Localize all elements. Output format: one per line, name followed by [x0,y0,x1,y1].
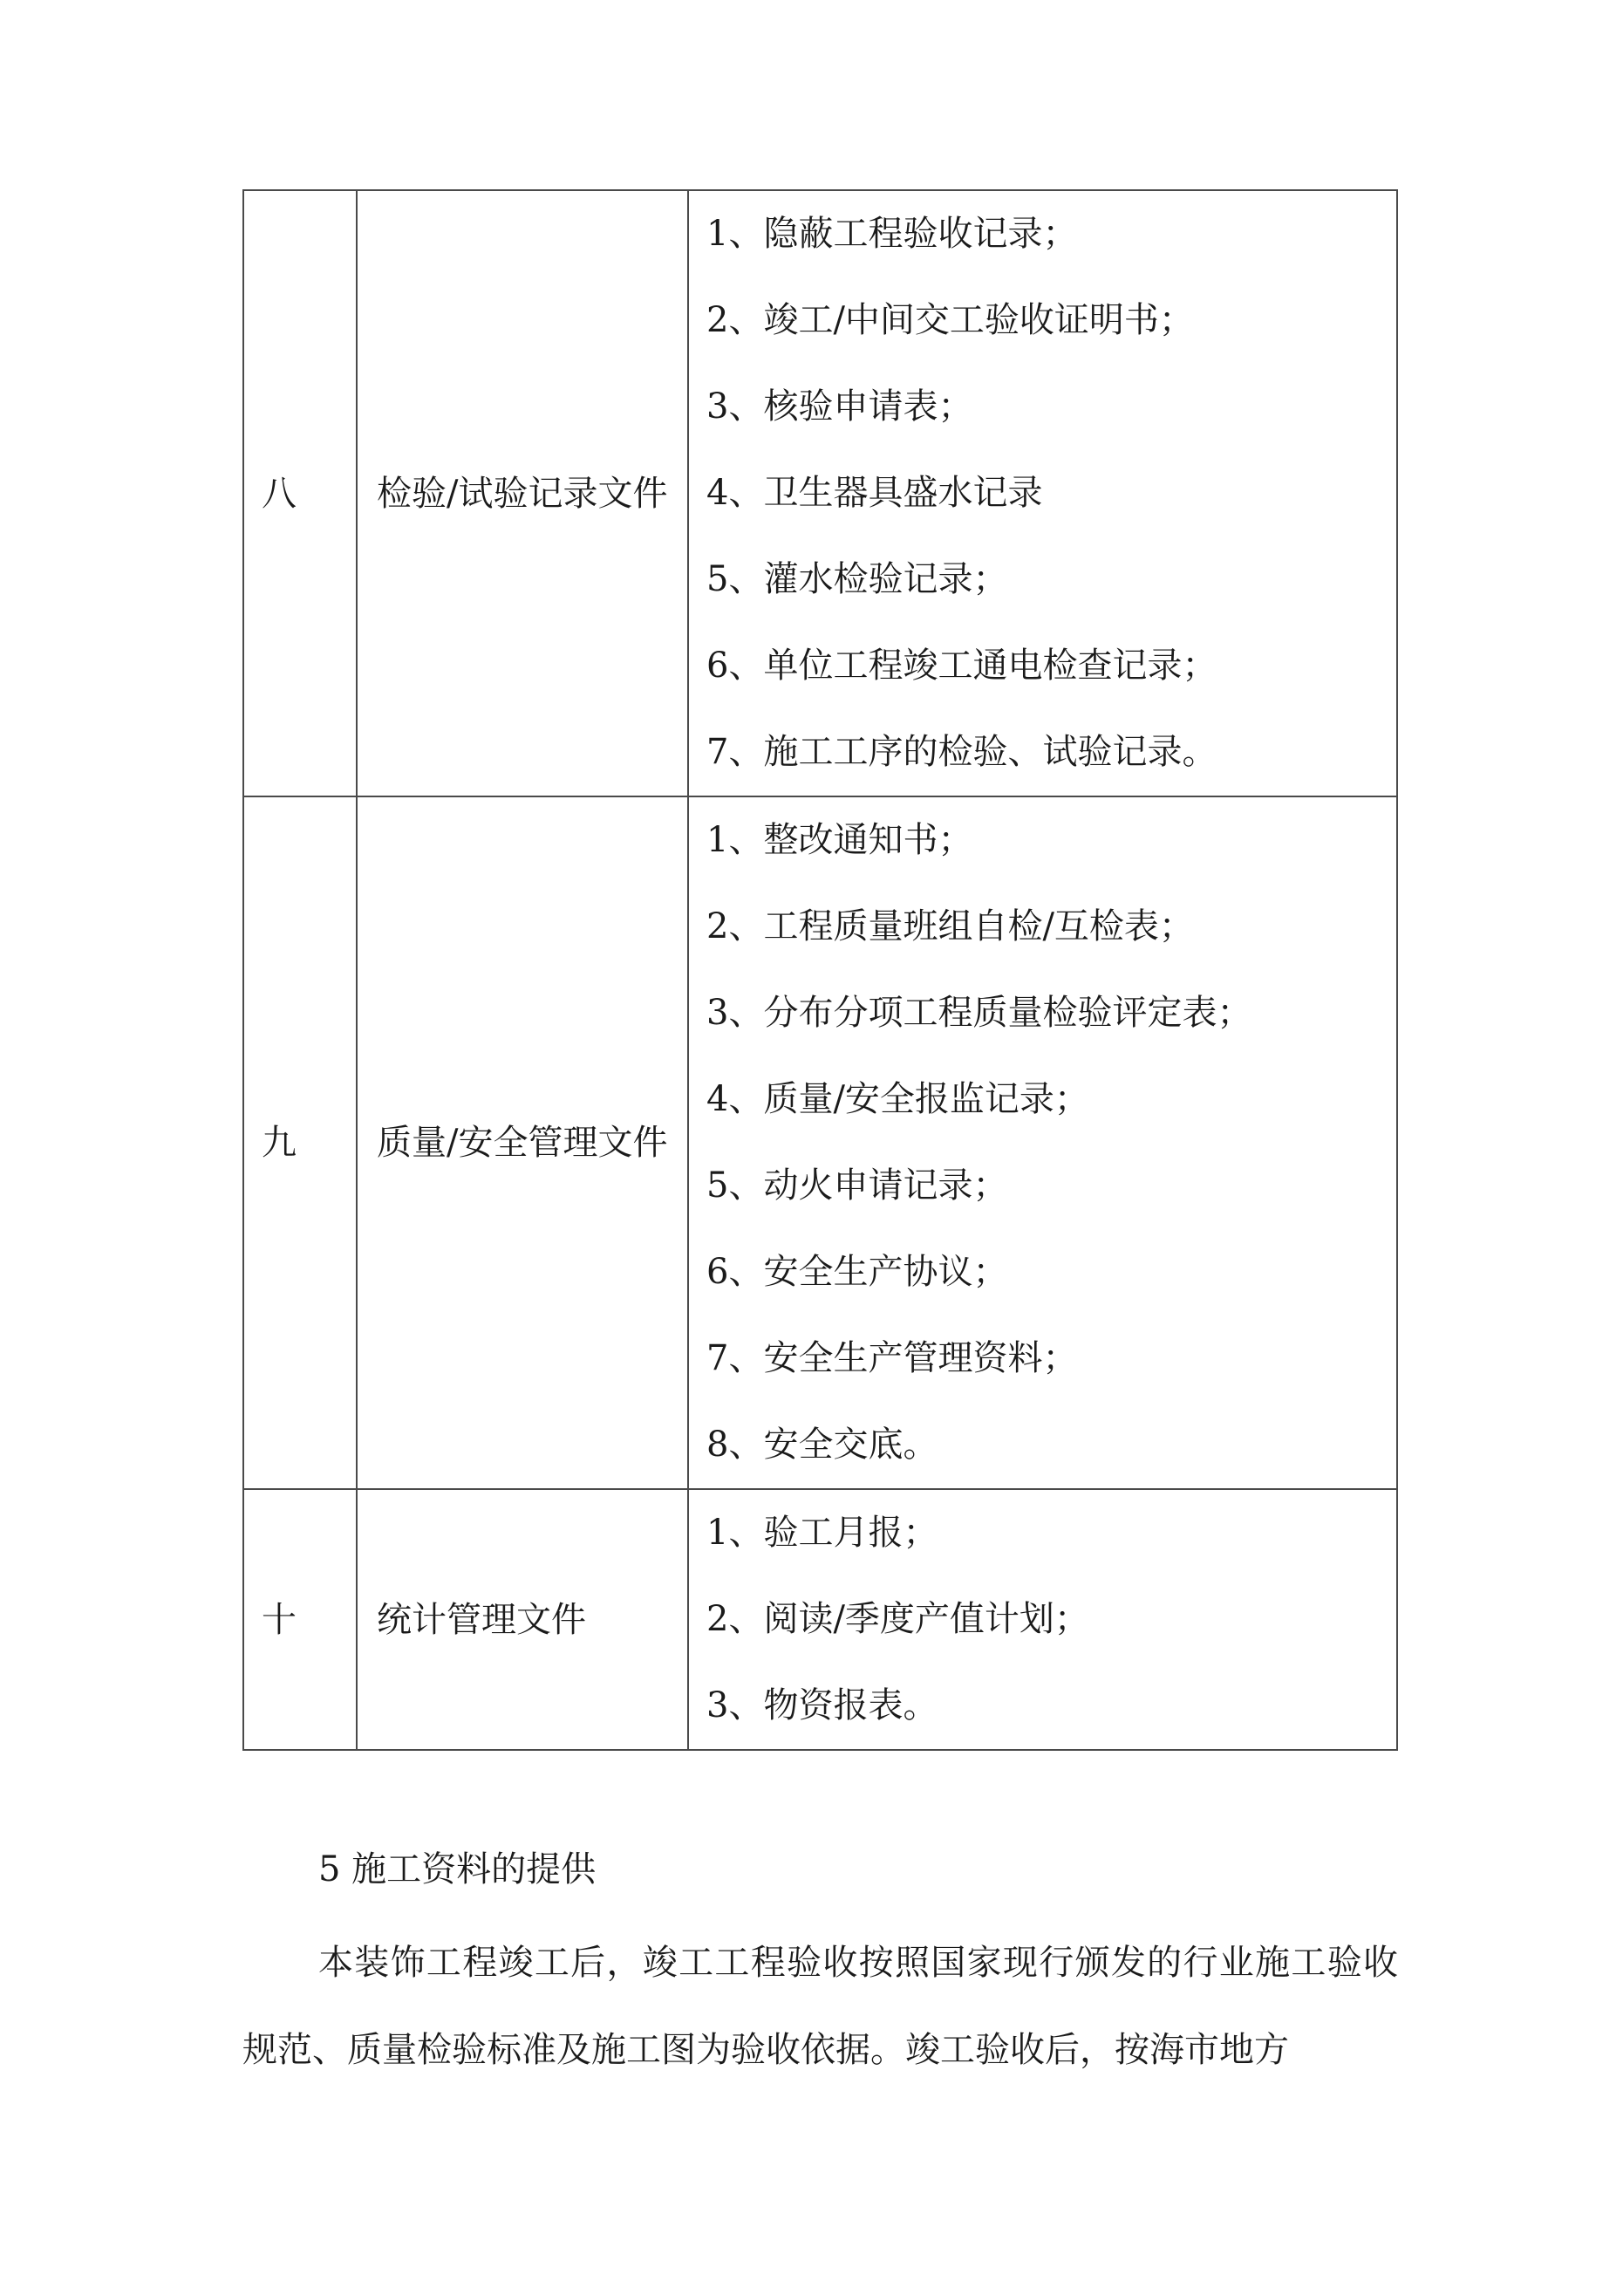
section-heading: 5 施工资料的提供 [318,1849,597,1889]
row-category [357,796,688,1489]
table-row [243,796,1397,1489]
list-item: 4、质量/安全报监记录； [706,1079,1089,1119]
category-label: 统计管理文件 [377,1599,586,1640]
items-list [706,1490,1396,1749]
list-item: 7、安全生产管理资料； [706,1338,1078,1378]
list-item: 2、阅读/季度产值计划； [706,1599,1089,1639]
list-item: 1、验工月报； [706,1513,938,1553]
document-table [242,189,1398,1751]
body-paragraph: 本装饰工程竣工后，竣工工程验收按照国家现行颁发的行业施工验收规范、质量检验标准及施工图为验收依据。竣工验收后，按海市地方 [242,1943,1398,2070]
list-item: 1、整改通知书； [706,820,973,860]
table-row [243,1489,1397,1750]
list-item: 2、工程质量班组自检/互检表； [706,906,1194,946]
list-item: 5、灌水检验记录； [706,559,1008,599]
row-items [688,1489,1397,1750]
table-row [243,190,1397,796]
list-item: 3、分布分项工程质量检验评定表； [706,993,1252,1033]
items-list [706,797,1396,1488]
items-list [706,191,1396,796]
list-item: 8、安全交底。 [706,1425,938,1465]
list-item: 3、物资报表。 [706,1685,938,1725]
list-item: 2、竣工/中间交工验收证明书； [706,300,1194,340]
row-category [357,190,688,796]
list-item: 3、核验申请表； [706,386,973,427]
row-items [688,190,1397,796]
list-item: 7、施工工序的检验、试验记录。 [706,732,1217,772]
list-item: 1、隐蔽工程验收记录； [706,214,1078,254]
row-number: 八 [243,190,357,796]
row-items [688,796,1397,1489]
row-category [357,1489,688,1750]
list-item: 5、动火申请记录； [706,1165,1008,1206]
category-label: 质量/安全管理文件 [377,1123,668,1163]
list-item: 6、安全生产协议； [706,1252,1008,1292]
list-item: 6、单位工程竣工通电检查记录； [706,646,1217,686]
list-item: 4、卫生器具盛水记录 [706,473,1043,513]
row-number: 九 [243,796,357,1489]
row-number: 十 [243,1489,357,1750]
category-label: 检验/试验记录文件 [377,473,668,514]
